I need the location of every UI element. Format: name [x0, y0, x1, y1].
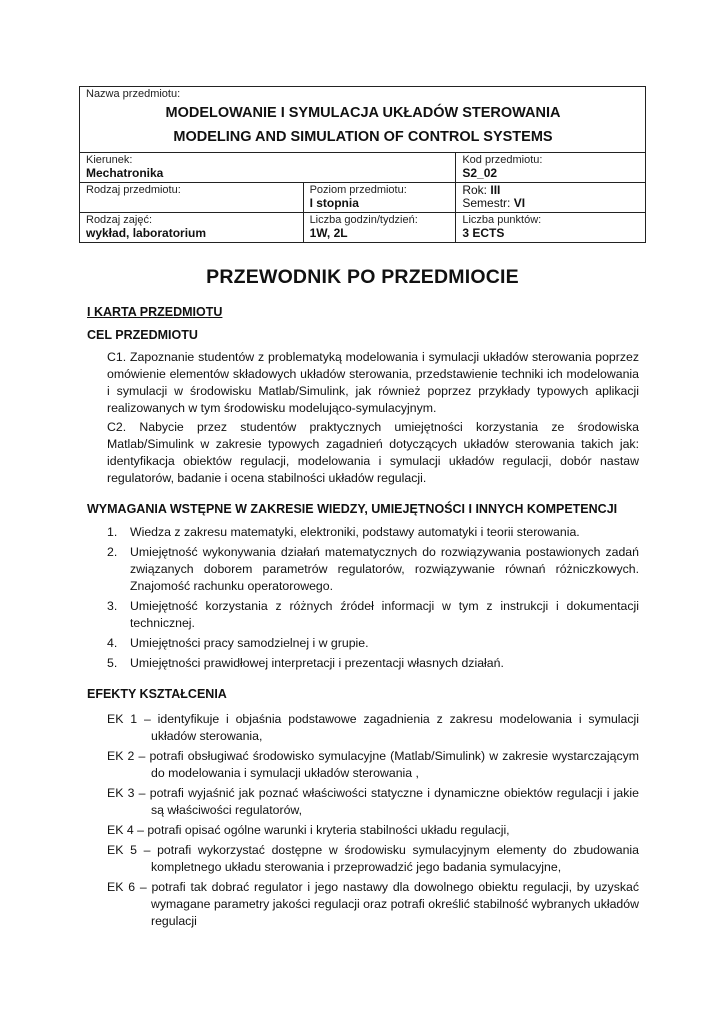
list-item: EK 3 – potrafi wyjaśnić jak poznać właściwości statyczne i dynamiczne obiektów regulacji i jakie są właściwości regulatorów,: [107, 786, 639, 817]
goal-tag-c2: C2.: [107, 420, 127, 434]
list-item-number: 5.: [107, 656, 118, 670]
year-label: Rok:: [462, 183, 491, 197]
subject-type-cell: [80, 183, 304, 213]
subject-name-label: Nazwa przedmiotu:: [86, 88, 181, 100]
goal-text-c2: Nabycie przez studentów praktycznych umiejętności korzystania ze środowiska Matlab/Simulink w zakresie typowych zagadnień dotyczących układów sterowania takich jak: identyfikacja obiektów regulacji, modelowania i symulacji układów regulacji, dobór nastaw regulatorów, badanie i ocena stabilności układów regulacji.: [107, 420, 640, 485]
goal-item-c2: [107, 419, 639, 487]
semester-line: [462, 197, 640, 210]
ects-cell: [456, 213, 646, 243]
list-item-number: 1.: [107, 525, 118, 539]
list-item-text: Umiejętności pracy samodzielnej i w grupie.: [130, 636, 369, 650]
course-goal-heading: CEL PRZEDMIOTU: [87, 328, 198, 342]
prerequisites-heading: WYMAGANIA WSTĘPNE W ZAKRESIE WIEDZY, UMIEJĘTNOŚCI I INNYCH KOMPETENCJI: [87, 502, 618, 516]
subject-level-label: Poziom przedmiotu:: [309, 184, 407, 196]
field-of-study-cell: [80, 153, 456, 183]
list-item: EK 6 – potrafi tak dobrać regulator i jego nastawy dla dowolnego obiektu regulacji, by uzyskać wymagane parametry jakości regulacji oraz potrafi określić stabilność wybranych układów regulacji: [107, 880, 639, 928]
class-type-label: Rodzaj zajęć:: [86, 214, 153, 226]
list-item: EK 5 – potrafi wykorzystać dostępne w środowisku symulacyjnym elementy do zbudowania kompletnego układu sterowania i przeprowadzić jego badania symulacyjne,: [107, 843, 639, 874]
learning-outcomes-list: [107, 711, 639, 933]
subject-title-en: MODELING AND SIMULATION OF CONTROL SYSTEMS: [173, 129, 553, 145]
goal-text-c1: Zapoznanie studentów z problematyką modelowania i symulacji układów sterowania poprzez omówienie elementów składowych układów sterowania, przedstawienie techniki ich modelowania i symulacji w środowisku Matlab/Simulink, jak również poprzez przykłady typowych aplikacji realizowanych w tym środowisku modelująco-symulacyjnym.: [107, 350, 640, 415]
goal-tag-c1: C1.: [107, 350, 127, 364]
list-item-number: 2.: [107, 545, 118, 559]
ects-value: 3 ECTS: [462, 226, 505, 240]
list-item-text: Wiedza z zakresu matematyki, elektroniki, podstawy automatyki i teorii sterowania.: [130, 525, 580, 539]
hours-label: Liczba godzin/tydzień:: [309, 214, 418, 226]
semester-label: Semestr:: [462, 196, 514, 210]
goal-item-c1: [107, 349, 639, 417]
list-item: EK 1 – identyfikuje i objaśnia podstawowe zagadnienia z zakresu modelowania i symulacji układów sterowania,: [107, 712, 639, 743]
prerequisites-list: [107, 524, 639, 675]
list-item-text: Umiejętność korzystania z różnych źródeł informacji w tym z instrukcji i dokumentacji technicznej.: [130, 599, 639, 630]
page-title: PRZEWODNIK PO PRZEDMIOCIE: [206, 266, 519, 288]
list-item: [107, 598, 639, 632]
subject-level-value: I stopnia: [309, 196, 359, 210]
list-item: EK 2 – potrafi obsługiwać środowisko symulacyjne (Matlab/Simulink) w zakresie wystarczającym do modelowania i symulacji układów sterowania ,: [107, 749, 639, 780]
list-item-text: Umiejętności prawidłowej interpretacji i prezentacji własnych działań.: [130, 656, 504, 670]
field-of-study-value: Mechatronika: [86, 166, 164, 180]
hours-value: 1W, 2L: [309, 226, 348, 240]
year-semester-cell: [456, 183, 646, 213]
list-item: [107, 635, 639, 652]
course-card-heading: I KARTA PRZEDMIOTU: [87, 305, 223, 319]
list-item-number: 4.: [107, 636, 118, 650]
list-item: [107, 524, 639, 541]
subject-title-pl: MODELOWANIE I SYMULACJA UKŁADÓW STEROWANIA: [165, 105, 561, 121]
learning-outcomes-heading: EFEKTY KSZTAŁCENIA: [87, 687, 227, 701]
year-value: III: [490, 183, 501, 197]
class-type-cell: [80, 213, 304, 243]
course-header-table: [79, 86, 646, 243]
ects-label: Liczba punktów:: [462, 214, 542, 226]
list-item: [107, 544, 639, 595]
semester-value: VI: [513, 196, 526, 210]
list-item-number: 3.: [107, 599, 118, 613]
subject-code-cell: [456, 153, 646, 183]
subject-code-value: S2_02: [462, 166, 498, 180]
list-item-text: Umiejętność wykonywania działań matematycznych do rozwiązywania postawionych zadań związanych doborem parametrów regulatorów, rozwiązywanie równań różniczkowych. Znajomość rachunku operatorowego.: [130, 545, 639, 593]
subject-level-cell: [303, 183, 456, 213]
list-item: [107, 655, 639, 672]
class-type-value: wykład, laboratorium: [86, 226, 207, 240]
subject-code-label: Kod przedmiotu:: [462, 154, 543, 166]
field-of-study-label: Kierunek:: [86, 154, 133, 166]
hours-cell: [303, 213, 456, 243]
subject-type-label: Rodzaj przedmiotu:: [86, 184, 181, 196]
list-item: EK 4 – potrafi opisać ogólne warunki i kryteria stabilności układu regulacji,: [107, 823, 510, 837]
subject-name-cell: [80, 87, 646, 153]
